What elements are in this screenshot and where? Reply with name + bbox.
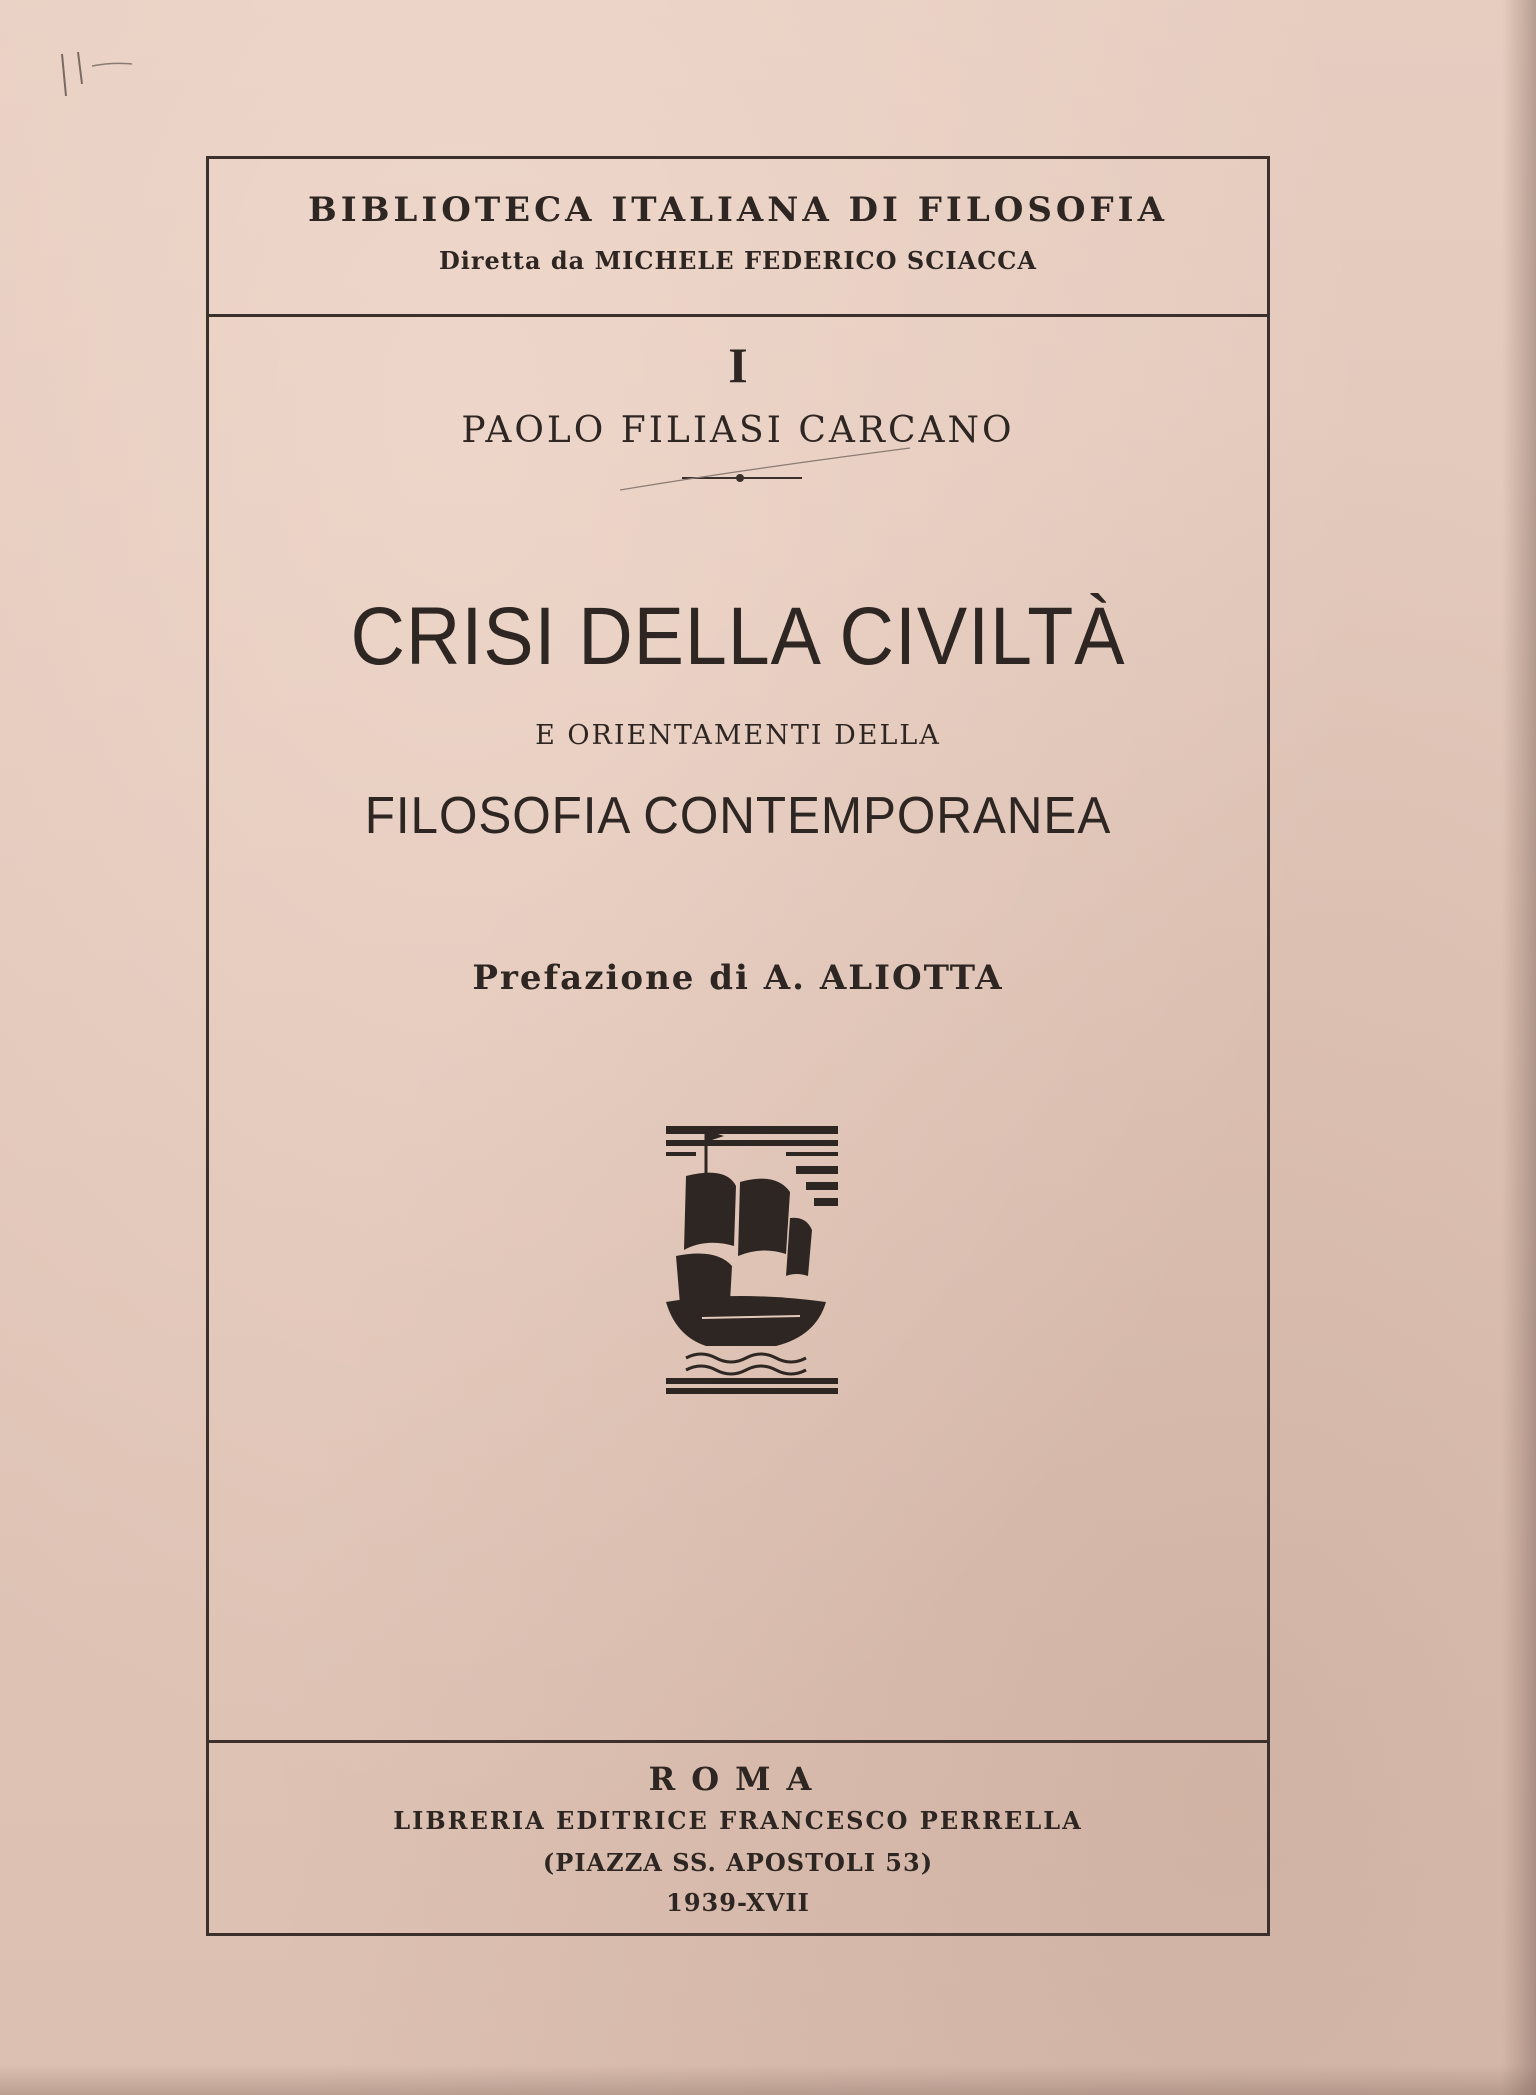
- imprint-publisher: LIBRERIA EDITRICE FRANCESCO PERRELLA: [393, 1806, 1083, 1835]
- paper-edge-shadow: [1502, 0, 1536, 2095]
- imprint-address: (PIAZZA SS. APOSTOLI 53): [542, 1848, 934, 1877]
- header-divider: [206, 314, 1270, 317]
- volume-number: I: [728, 337, 748, 393]
- series-editor: Diretta da MICHELE FEDERICO SCIACCA: [438, 246, 1038, 275]
- title-connector: E ORIENTAMENTI DELLA: [535, 720, 941, 751]
- book-title: CRISI DELLA CIVILTÀ: [350, 591, 1126, 682]
- series-title: BIBLIOTECA ITALIANA DI FILOSOFIA: [308, 190, 1168, 230]
- imprint-city: ROMA: [648, 1760, 828, 1798]
- author-name: PAOLO FILIASI CARCANO: [461, 410, 1015, 451]
- paper-bottom-shadow: [0, 2065, 1536, 2095]
- ship-emblem-icon: [666, 1126, 838, 1394]
- pencil-scribble-icon: [620, 440, 920, 500]
- footer-divider: [206, 1740, 1270, 1743]
- book-subtitle: FILOSOFIA CONTEMPORANEA: [364, 787, 1112, 845]
- preface-credit: Prefazione di A. ALIOTTA: [472, 958, 1004, 998]
- pencil-mark-icon: [52, 44, 182, 104]
- imprint-year: 1939-XVII: [666, 1888, 810, 1917]
